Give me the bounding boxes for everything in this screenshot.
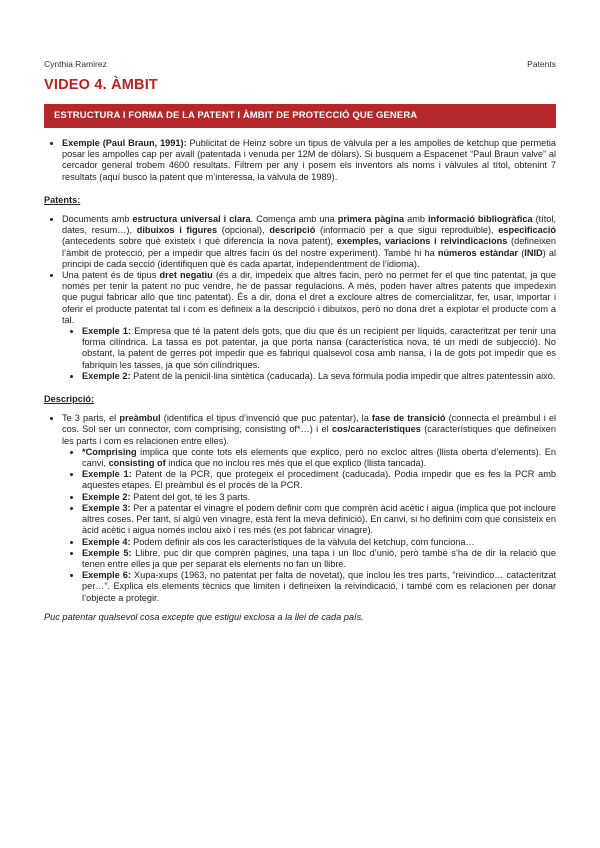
text-run: Una patent és de tipus — [62, 270, 160, 281]
text-run: Documents amb — [62, 214, 133, 225]
example-label: Exemple 3: — [82, 502, 131, 513]
example-text: Patent de la penicil·lina sintètica (caducada). La seva fórmula podia impedir que altres patentessin això. — [130, 370, 556, 381]
text-run: ) al principi de cada secció (identifiquen què és cada apartat, independentment de l’idioma). — [62, 247, 556, 269]
example-text: Patent del got, té les 3 parts. — [130, 491, 251, 502]
text-run: (opcional), — [217, 225, 270, 236]
bold-run: informació bibliogràfica — [427, 214, 533, 225]
page-header — [44, 59, 556, 71]
bold-run: preàmbul — [119, 413, 161, 424]
example-text: Xupa-xups (1963, no patentat per falta de novetat), que inclou les tres parts, “reivindico… catacteritzat per…”. Explica els elements tècnics que limiten i defineixen la reivindicació, i també com es relacionen per donar l’objecte a protegir. — [82, 570, 556, 603]
closing-note: Puc patentar qualsevol cosa excepte que estigui exclosa a la llei de cada país. — [44, 611, 364, 622]
intro-item — [62, 138, 556, 183]
descripcio-subitem — [82, 447, 556, 469]
patents-heading: Patents: — [44, 194, 81, 205]
text-run: (connecta el preàmbul i el cos. Sol ser un connector, com comprising, consisting of*…) i el — [62, 413, 556, 435]
example-label: consisting of — [108, 458, 166, 469]
descripcio-subitem — [82, 548, 556, 570]
bold-run: dibuixos i figures — [136, 225, 218, 236]
bold-run: números estàndar — [437, 247, 519, 258]
example-label: Exemple 5: — [82, 547, 132, 558]
bold-run: especificació — [498, 225, 557, 236]
text-run: (característiques que defineixen les parts i com es relacionen entre elles). — [62, 424, 556, 446]
example-label: Exemple 6: — [82, 570, 131, 581]
text-run: (defineixen l’àmbit de protecció, per a impedir que altres facin ús del nostre experiment). També hi ha — [62, 236, 557, 258]
descripcio-subitem — [82, 492, 556, 503]
document-body — [44, 138, 556, 623]
descripcio-heading: Descripció: — [44, 394, 95, 405]
patents-item-negative-right — [62, 270, 556, 382]
example-text: implica que conte tots els elements que explico, però no excloc altres (llista oberta d’elements). En canvi, — [82, 446, 556, 469]
text-run: . Comença amb una — [250, 214, 338, 225]
text-run: (identifica el tipus d’invenció que puc patentar), la — [160, 413, 372, 424]
example-text: Patent de la PCR, que protegeix el procediment (caducada). Podia impedir que es fes la PCR amb aquestes etapes. El preàmbul és el procés de la PCR. — [82, 469, 556, 491]
bold-run: INID — [524, 247, 543, 258]
example-label: *Comprising — [82, 446, 137, 457]
descripcio-list — [44, 413, 556, 603]
patents-item-structure — [62, 214, 556, 270]
text-run: (títol, dates, resum…), — [62, 214, 556, 236]
bold-run: fase de transició — [371, 413, 446, 424]
header-author: Cynthia Ramirez — [44, 59, 107, 69]
example-text: indica que no inclou res més que el que explico (llista tancada). — [165, 458, 427, 469]
descripcio-subitem — [82, 570, 556, 604]
bold-run: cos/característiques — [332, 424, 421, 435]
example-label: Exemple 1: — [82, 469, 132, 480]
intro-label: Exemple (Paul Braun, 1991): — [62, 138, 187, 148]
example-label: Exemple 1: — [82, 326, 132, 337]
descripcio-subitem — [82, 503, 556, 537]
example-text: Podem definir als cos les característiques de la vàlvula del ketchup, com funciona… — [130, 536, 475, 547]
descripcio-subitem — [82, 537, 556, 548]
bold-run: exemples, variacions i reivindicacions — [336, 236, 508, 247]
patents-list — [44, 214, 556, 382]
bold-run: descripció — [269, 225, 316, 236]
bold-run: dret negatiu — [159, 270, 213, 281]
bold-run: primera pàgina — [337, 214, 405, 225]
descripcio-sublist — [62, 447, 556, 604]
patents-examples-list — [62, 326, 556, 382]
text-run: (és a dir, impedeix que altres facin, però no permet fer el que tinc patentat, ja que només per tenir la patent no puc vendre, he de passar regulacions. A més, poden haver altres patents que impedexin que pugui fabricar allò que tinc patentat). És a dir, dona el dret a excloure altres de comercialitzar, fer, usar, importar i oferir el producte patentat tal i com es defineix a la descripció i dibuixos, però no dona dret a explotar el producte com a tal. — [62, 270, 557, 325]
intro-text: Publicitat de Heinz sobre un tipus de vàlvula per a les ampolles de ketchup que permetia posar les ampolles cap per avall (patentada i venuda per 12M de dòlars). Si busquem a Espacenet “Paul Braun valve” al cercador general trobem 4600 resultats. Filtrem per any i posem els inventors als noms i vàlvules al títol, obtenint 7 resultats (aquí busco la patent que m’interessa, la vàlvula de 1989). — [62, 138, 556, 182]
example-text: Empresa que té la patent dels gots, que diu que és un recipient per líquids, caracteritzat per tenir una forma cilíndrica. La tassa es pot patentar, ja que porta nansa (característica nova, té un medi de subjecció). No obstant, la patent de gerres pot impedir que es fabriqui qualsevol cosa amb nansa, i la de gots pot impedir que es fabriquin les tasses, ja que són cilíndriques. — [82, 326, 556, 370]
descripcio-item-parts — [62, 413, 556, 603]
text-run: (antecedents sobre què existeix i què diferencia la nova patent), — [62, 236, 337, 247]
descripcio-subitem — [82, 469, 556, 491]
example-label: Exemple 2: — [82, 370, 131, 381]
header-subject: Patents — [527, 59, 556, 69]
example-label: Exemple 4: — [82, 536, 131, 547]
text-run: ( — [518, 247, 525, 258]
section-banner-text: ESTRUCTURA I FORMA DE LA PATENT I ÀMBIT DE PROTECCIÓ QUE GENERA — [54, 110, 418, 121]
section-banner — [44, 104, 556, 128]
text-run: Te 3 parts, el — [62, 413, 120, 424]
page-title: VIDEO 4. ÀMBIT — [44, 77, 158, 93]
example-text: Per a patentar el vinagre el podem definir com que comprèn àcid acètic i aigua (implica que pot incloure altres coses. Per tant, si algú ven vinagre, està fent la meva definició). En canvi, si ho definim com que consisteix en àcid acètic i aigua només inclou això i res més (es pot fabricar vinagre). — [82, 502, 556, 536]
bold-run: estructura universal i clara — [132, 214, 251, 225]
patents-example-1 — [82, 326, 556, 371]
intro-list — [44, 138, 556, 183]
text-run: amb — [404, 214, 428, 225]
text-run: (informació per a que sigui reproduïble), — [315, 225, 499, 236]
example-label: Exemple 2: — [82, 491, 131, 502]
patents-example-2 — [82, 371, 556, 382]
example-text: Llibre, puc dir que comprèn pàgines, una tapa i un lloc d’unió, però també s’ha de dir la relació que tenen entre elles ja que per separat els elements no fan un llibre. — [82, 547, 556, 569]
